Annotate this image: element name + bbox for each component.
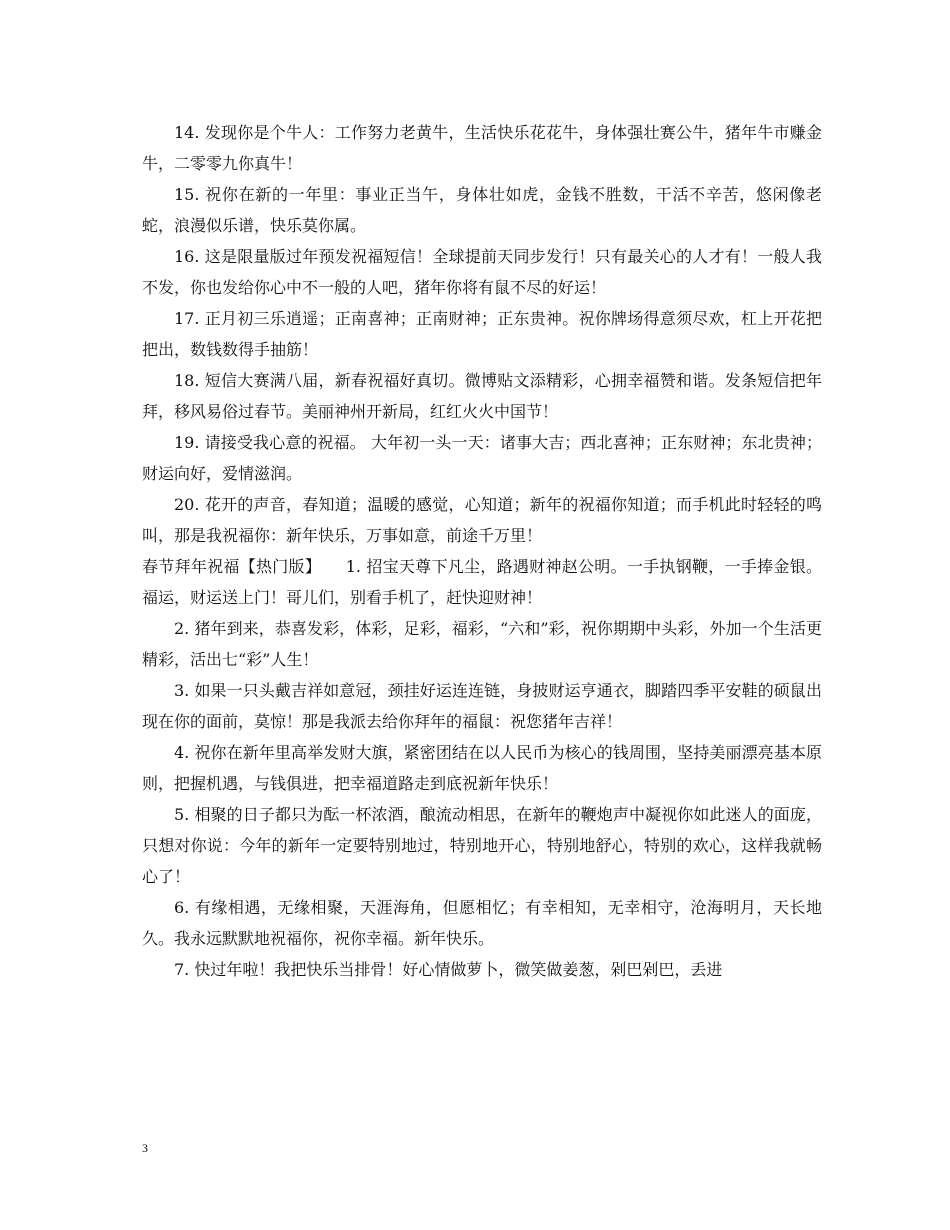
page-number: 3 — [142, 1141, 148, 1155]
paragraph-1: 1. 招宝天尊下凡尘，路遇财神赵公明。一手执钢鞭，一手捧金银。福运，财运送上门！哥儿们，别看手机了，赶快迎财神！ — [142, 557, 822, 607]
paragraph-17: 17. 正月初三乐逍遥；正南喜神；正南财神；正东贵神。祝你牌场得意须尽欢，杠上开花把把出，数钱数得手抽筋！ — [142, 309, 822, 359]
paragraph-14: 14. 发现你是个牛人：工作努力老黄牛，生活快乐花花牛，身体强壮赛公牛，猪年牛市赚金牛，二零零九你真牛！ — [142, 123, 822, 173]
paragraph-16: 16. 这是限量版过年预发祝福短信！全球提前天同步发行！只有最关心的人才有！一般人我不发，你也发给你心中不一般的人吧，猪年你将有鼠不尽的好运！ — [142, 247, 822, 297]
paragraph-19: 19. 请接受我心意的祝福。 大年初一头一天：诸事大吉；西北喜神；正东财神；东北贵神；财运向好，爱情滋润。 — [142, 433, 822, 483]
paragraph-6: 6. 有缘相遇，无缘相聚，天涯海角，但愿相忆；有幸相知，无幸相守，沧海明月，天长地久。我永远默默地祝福你，祝你幸福。新年快乐。 — [142, 898, 822, 948]
paragraph-5: 5. 相聚的日子都只为酝一杯浓酒，酿流动相思，在新年的鞭炮声中凝视你如此迷人的面庞，只想对你说：今年的新年一定要特别地过，特别地开心，特别地舒心，特别的欢心，这样我就畅心了！ — [142, 805, 822, 886]
section-title: 春节拜年祝福【热门版】 — [142, 557, 314, 576]
section-paragraph — [142, 551, 822, 613]
document-body — [142, 117, 822, 985]
paragraph-4: 4. 祝你在新年里高举发财大旗，紧密团结在以人民币为核心的钱周围，坚持美丽漂亮基本原则，把握机遇，与钱俱进，把幸福道路走到底祝新年快乐！ — [142, 743, 822, 793]
paragraph-15: 15. 祝你在新的一年里：事业正当午，身体壮如虎，金钱不胜数，干活不辛苦，悠闲像老蛇，浪漫似乐谱，快乐莫你属。 — [142, 185, 822, 235]
paragraph-18: 18. 短信大赛满八届，新春祝福好真切。微博贴文添精彩，心拥幸福赞和谐。发条短信把年拜，移风易俗过春节。美丽神州开新局，红红火火中国节！ — [142, 371, 822, 421]
paragraph-7: 7. 快过年啦！我把快乐当排骨！好心情做萝卜，微笑做姜葱，剁巴剁巴，丢进 — [174, 960, 723, 979]
paragraph-20: 20. 花开的声音，春知道；温暖的感觉，心知道；新年的祝福你知道；而手机此时轻轻的鸣叫，那是我祝福你：新年快乐，万事如意，前途千万里！ — [142, 495, 822, 545]
paragraph-2: 2. 猪年到来，恭喜发彩，体彩，足彩，福彩，“六和”彩，祝你期期中头彩，外加一个生活更精彩，活出七“彩”人生！ — [142, 619, 822, 669]
paragraph-3: 3. 如果一只头戴吉祥如意冠，颈挂好运连连链，身披财运亨通衣，脚踏四季平安鞋的硕鼠出现在你的面前，莫惊！那是我派去给你拜年的福鼠：祝您猪年吉祥！ — [142, 681, 822, 731]
